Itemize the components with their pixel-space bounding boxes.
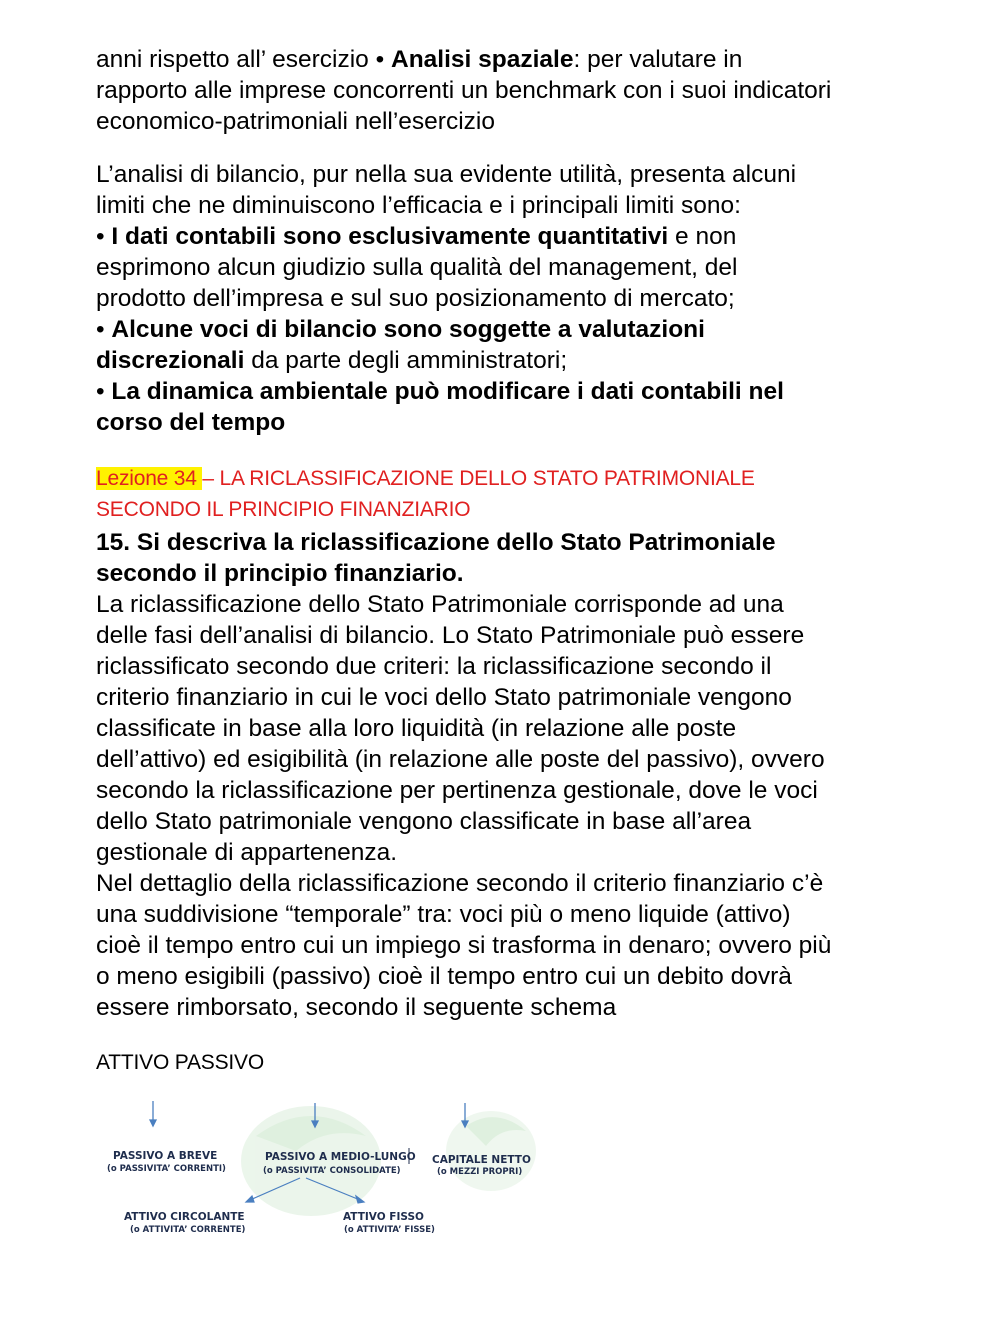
- question-line: secondo il principio finanziario.: [96, 560, 464, 587]
- bullet-item: [96, 221, 976, 252]
- question-heading: [96, 527, 976, 589]
- bullet-item: [96, 314, 976, 345]
- box-attivo-circolante-title: ATTIVO CIRCOLANTE: [124, 1211, 245, 1223]
- answer-line: delle fasi dell’analisi di bilancio. Lo Stato Patrimoniale può essere: [96, 622, 805, 649]
- box-passivo-breve-sub: (o PASSIVITA’ CORRENTI): [107, 1164, 226, 1174]
- box-passivo-medio-title: PASSIVO A MEDIO-LUNGO: [265, 1151, 416, 1163]
- bold-term: discrezionali: [96, 347, 245, 374]
- schema-label-text: ATTIVO PASSIVO: [96, 1051, 264, 1074]
- text-line: prodotto dell’impresa e sul suo posizionamento di mercato;: [96, 285, 735, 312]
- lesson-heading: [96, 463, 976, 525]
- box-passivo-medio-sub: (o PASSIVITA’ CONSOLIDATE): [263, 1166, 401, 1176]
- answer-line: dello Stato patrimoniale vengono classificate in base all’area: [96, 808, 752, 835]
- schema-label: [96, 1047, 976, 1078]
- text-line: esprimono alcun giudizio sulla qualità del management, del: [96, 254, 738, 281]
- bullet-mark: •: [96, 223, 112, 250]
- text-span: : per valutare in: [573, 46, 743, 73]
- box-attivo-fisso-title: ATTIVO FISSO: [343, 1211, 424, 1223]
- text-line: economico-patrimoniali nell’esercizio: [96, 108, 495, 135]
- answer-line: La riclassificazione dello Stato Patrimoniale corrisponde ad una: [96, 591, 784, 618]
- box-capitale-netto-sub: (o MEZZI PROPRI): [437, 1167, 523, 1177]
- bullet-mark: •: [96, 378, 112, 405]
- box-passivo-breve-title: PASSIVO A BREVE: [113, 1150, 218, 1162]
- box-attivo-fisso-sub: (o ATTIVITA’ FISSE): [344, 1225, 435, 1235]
- text-line: limiti che ne diminuiscono l’efficacia e i principali limiti sono:: [96, 192, 741, 219]
- paragraph-spatial-analysis: [96, 44, 976, 137]
- answer-line: dell’attivo) ed esigibilità (in relazione alle poste del passivo), ovvero: [96, 746, 825, 773]
- answer-line: o meno esigibili (passivo) cioè il tempo entro cui un debito dovrà: [96, 963, 792, 990]
- paragraph-limits: [96, 159, 976, 438]
- text-line: L’analisi di bilancio, pur nella sua evidente utilità, presenta alcuni: [96, 161, 797, 188]
- answer-line: una suddivisione “temporale” tra: voci più o meno liquide (attivo): [96, 901, 791, 928]
- box-capitale-netto-title: CAPITALE NETTO: [432, 1154, 531, 1166]
- answer-line: classificate in base alla loro liquidità (in relazione alle poste: [96, 715, 737, 742]
- answer-line: Nel dettaglio della riclassificazione secondo il criterio finanziario c’è: [96, 870, 824, 897]
- answer-line: secondo la riclassificazione per pertinenza gestionale, dove le voci: [96, 777, 818, 804]
- bullet-item: [96, 376, 976, 407]
- bold-term: Analisi spaziale: [391, 46, 574, 73]
- answer-line: gestionale di appartenenza.: [96, 839, 398, 866]
- bold-term: La dinamica ambientale può modificare i dati contabili nel: [111, 378, 784, 405]
- answer-line: essere rimborsato, secondo il seguente schema: [96, 994, 617, 1021]
- lesson-label: Lezione 34: [96, 467, 203, 490]
- bullet-mark: •: [96, 316, 112, 343]
- lesson-title: – LA RICLASSIFICAZIONE DELLO STATO PATRIMONIALE: [202, 467, 755, 490]
- answer-line: criterio finanziario in cui le voci dello Stato patrimoniale vengono: [96, 684, 792, 711]
- balance-sheet-diagram: [96, 1096, 541, 1241]
- lesson-title-line2: SECONDO IL PRINCIPIO FINANZIARIO: [96, 498, 471, 521]
- answer-paragraph: [96, 589, 976, 1023]
- box-attivo-circolante-sub: (o ATTIVITA’ CORRENTE): [130, 1225, 246, 1235]
- answer-line: riclassificato secondo due criteri: la riclassificazione secondo il: [96, 653, 772, 680]
- bold-term: Alcune voci di bilancio sono soggette a valutazioni: [111, 316, 705, 343]
- question-line: 15. Si descriva la riclassificazione dello Stato Patrimoniale: [96, 529, 776, 556]
- text-span: anni rispetto all’ esercizio •: [96, 46, 391, 73]
- answer-line: cioè il tempo entro cui un impiego si trasforma in denaro; ovvero più: [96, 932, 832, 959]
- text-span: e non: [668, 223, 737, 250]
- text-line: rapporto alle imprese concorrenti un benchmark con i suoi indicatori: [96, 77, 832, 104]
- bold-term: corso del tempo: [96, 409, 286, 436]
- text-span: da parte degli amministratori;: [244, 347, 568, 374]
- bold-term: I dati contabili sono esclusivamente quantitativi: [111, 223, 669, 250]
